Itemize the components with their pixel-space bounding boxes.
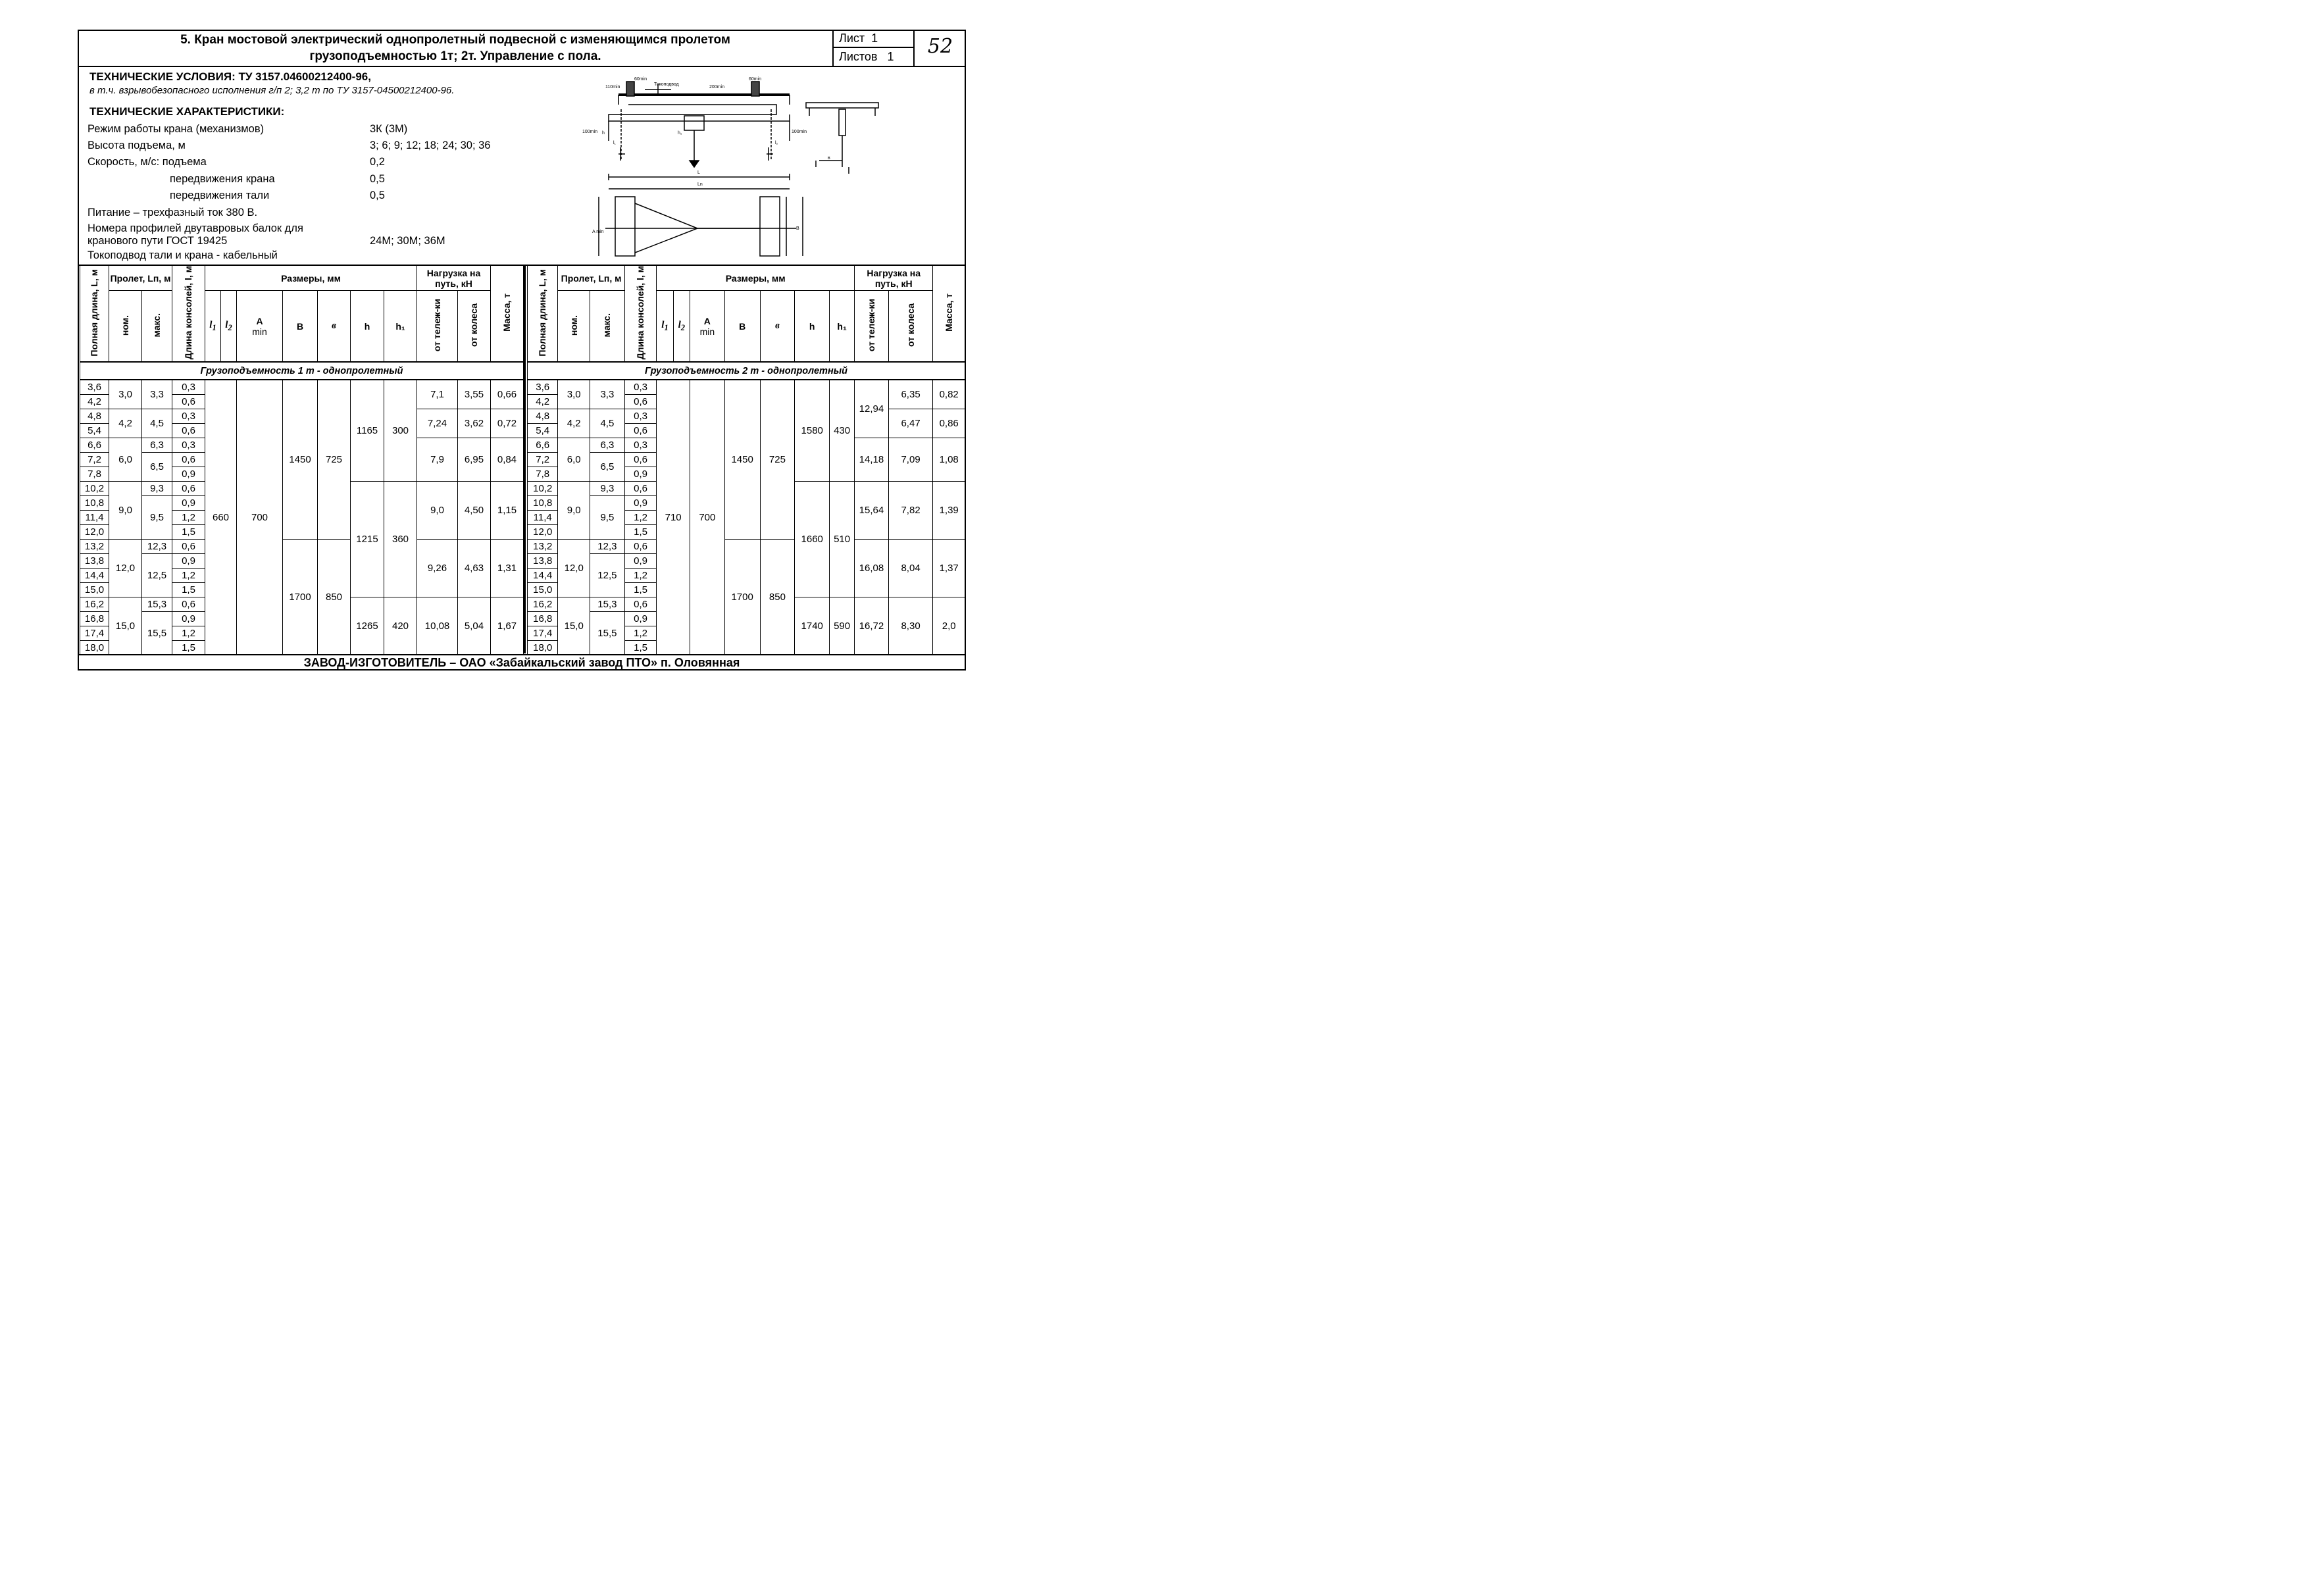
sheets-value: 1 <box>887 50 894 63</box>
cell-max: 12,3 <box>590 539 624 553</box>
cell-L: 15,0 <box>528 582 558 597</box>
cell-h1: 360 <box>384 481 417 597</box>
cell-console: 1,5 <box>172 582 205 597</box>
tech-specs-heading: ТЕХНИЧЕСКИЕ ХАРАКТЕРИСТИКИ: <box>89 105 285 118</box>
cell-h: 1580 <box>795 380 830 481</box>
cell-console: 0,6 <box>172 423 205 438</box>
cell-nom: 9,0 <box>109 481 142 539</box>
title-line-2: грузоподъемностью 1т; 2т. Управление с пола. <box>309 49 601 63</box>
cell-console: 0,9 <box>172 553 205 568</box>
cell-trolley: 10,08 <box>417 597 458 655</box>
cell-max: 6,5 <box>590 452 624 481</box>
cell-b: 1700 <box>283 539 318 655</box>
cell-L: 7,8 <box>80 467 109 481</box>
param-label: Режим работы крана (механизмов) <box>88 123 265 135</box>
cell-nom: 15,0 <box>558 597 590 655</box>
cell-L: 4,2 <box>80 394 109 409</box>
header-wheel: от колеса <box>458 291 491 363</box>
header-trolley: от тележ-ки <box>417 291 458 363</box>
cell-console: 0,6 <box>624 452 657 467</box>
param-label: передвижения тали <box>170 190 270 201</box>
cell-wheel: 6,95 <box>458 438 491 481</box>
param-label: Высота подъема, м <box>88 139 186 151</box>
cell-L: 16,8 <box>80 611 109 626</box>
cell-L: 13,8 <box>528 553 558 568</box>
cell-max: 15,3 <box>142 597 172 611</box>
cell-trolley: 14,18 <box>855 438 889 481</box>
cell-mass: 0,72 <box>491 409 524 438</box>
cell-trolley: 9,26 <box>417 539 458 597</box>
cell-L: 4,8 <box>528 409 558 423</box>
header-mass: Масса, т <box>491 266 524 363</box>
header-b: B <box>283 291 318 363</box>
table-capacity-1t <box>80 265 524 655</box>
cell-console: 0,9 <box>172 611 205 626</box>
header-a-min: A min <box>690 291 724 363</box>
cell-nom: 4,2 <box>109 409 142 438</box>
caption-2t: Грузоподъемность 2 т - однопролетный <box>528 362 965 380</box>
cell-console: 0,6 <box>172 481 205 495</box>
cell-wheel: 4,63 <box>458 539 491 597</box>
cell-nom: 4,2 <box>558 409 590 438</box>
cell-v: 725 <box>760 380 795 539</box>
cell-mass: 1,31 <box>491 539 524 597</box>
cell-nom: 12,0 <box>109 539 142 597</box>
cell-console: 1,2 <box>172 568 205 582</box>
cell-L: 17,4 <box>80 626 109 640</box>
cell-wheel: 6,47 <box>888 409 933 438</box>
cell-console: 1,2 <box>624 626 657 640</box>
header-span: Пролет, Lп, м <box>109 266 172 291</box>
cell-max: 9,5 <box>142 495 172 539</box>
cell-console: 0,3 <box>624 380 657 394</box>
cell-wheel: 6,35 <box>888 380 933 409</box>
cell-L: 10,8 <box>528 495 558 510</box>
cell-max: 15,5 <box>590 611 624 655</box>
cell-console: 0,6 <box>172 539 205 553</box>
cell-console: 1,5 <box>624 582 657 597</box>
param-label: Скорость, м/с: подъема <box>88 156 207 168</box>
cell-b: 1450 <box>724 380 760 539</box>
cell-console: 1,5 <box>624 524 657 539</box>
cell-L: 13,8 <box>80 553 109 568</box>
cell-console: 0,3 <box>624 409 657 423</box>
cell-mass: 0,82 <box>933 380 965 409</box>
drawing-label-110min: 110min <box>605 85 620 89</box>
cell-wheel: 7,09 <box>888 438 933 481</box>
param-value: 3; 6; 9; 12; 18; 24; 30; 36 <box>370 139 491 151</box>
cell-mass: 2,0 <box>933 597 965 655</box>
drawing-label-v: в <box>828 156 830 161</box>
header-b: B <box>724 291 760 363</box>
cell-console: 0,6 <box>624 423 657 438</box>
cell-v: 850 <box>760 539 795 655</box>
cell-L: 10,2 <box>528 481 558 495</box>
cell-L: 15,0 <box>80 582 109 597</box>
cell-L: 7,8 <box>528 467 558 481</box>
cell-max: 6,5 <box>142 452 172 481</box>
cell-h1: 430 <box>830 380 855 481</box>
drawing-label-100min-left: 100min <box>582 130 597 134</box>
cell-a: 700 <box>690 380 724 655</box>
cell-max: 4,5 <box>590 409 624 438</box>
param-value: 0,2 <box>370 156 385 168</box>
crane-drawing <box>579 68 888 263</box>
cell-L: 13,2 <box>80 539 109 553</box>
sheet-value: 1 <box>871 32 878 45</box>
cell-max: 9,3 <box>590 481 624 495</box>
cell-console: 0,6 <box>624 481 657 495</box>
cell-trolley: 9,0 <box>417 481 458 539</box>
header-trolley: от тележ-ки <box>855 291 889 363</box>
cell-L: 16,8 <box>528 611 558 626</box>
header-full-length: Полная длина, L, м <box>80 266 109 363</box>
cell-console: 0,6 <box>172 394 205 409</box>
header-v: в <box>318 291 351 363</box>
cell-mass: 1,37 <box>933 539 965 597</box>
cell-console: 0,9 <box>624 611 657 626</box>
cell-h1: 420 <box>384 597 417 655</box>
cell-trolley: 16,72 <box>855 597 889 655</box>
param-label: Питание – трехфазный ток 380 В. <box>88 207 258 218</box>
cell-max: 9,3 <box>142 481 172 495</box>
cell-nom: 6,0 <box>109 438 142 481</box>
cell-max: 3,3 <box>590 380 624 409</box>
cell-L: 7,2 <box>80 452 109 467</box>
cell-nom: 9,0 <box>558 481 590 539</box>
cell-L: 12,0 <box>80 524 109 539</box>
cell-console: 0,3 <box>624 438 657 452</box>
header-l2: $l_2$ <box>673 291 690 363</box>
cell-wheel: 7,82 <box>888 481 933 539</box>
tech-conditions-heading: ТЕХНИЧЕСКИЕ УСЛОВИЯ: ТУ 3157.04600212400-96, <box>89 70 371 83</box>
param-value: 3К (3М) <box>370 123 408 135</box>
header-sizes: Размеры, мм <box>657 266 855 291</box>
cell-h1: 300 <box>384 380 417 481</box>
cell-console: 1,2 <box>172 510 205 524</box>
cell-console: 0,3 <box>172 380 205 394</box>
caption-1t: Грузоподъемность 1 т - однопролетный <box>80 362 524 380</box>
drawing-label-60min-left: 60min <box>634 77 647 82</box>
cell-max: 12,3 <box>142 539 172 553</box>
header-max: макс. <box>142 291 172 363</box>
sheets-label: Листов <box>839 50 878 63</box>
cell-mass: 0,66 <box>491 380 524 409</box>
cell-console: 0,9 <box>624 553 657 568</box>
header-h: h <box>795 291 830 363</box>
header-h1: h₁ <box>384 291 417 363</box>
header-console: Длина консолей, l, м <box>624 266 657 363</box>
cell-h1: 590 <box>830 597 855 655</box>
cell-h: 1740 <box>795 597 830 655</box>
drawing-label-l1: l₁ <box>613 141 616 145</box>
cell-b: 1700 <box>724 539 760 655</box>
drawing-label-L: L <box>697 170 700 175</box>
cell-L: 3,6 <box>528 380 558 394</box>
cell-nom: 12,0 <box>558 539 590 597</box>
drawing-label-Ln: Ln <box>697 182 703 187</box>
header-nom: ном. <box>109 291 142 363</box>
cell-wheel: 5,04 <box>458 597 491 655</box>
cell-console: 0,6 <box>172 452 205 467</box>
cell-console: 1,2 <box>172 626 205 640</box>
cell-L: 18,0 <box>80 640 109 655</box>
cell-console: 0,9 <box>172 467 205 481</box>
drawing-label-B: B <box>796 226 799 231</box>
document-title <box>80 32 830 64</box>
param-label: передвижения крана <box>170 173 275 185</box>
cell-L: 11,4 <box>80 510 109 524</box>
cell-mass: 0,84 <box>491 438 524 481</box>
header-l2: $l_2$ <box>221 291 237 363</box>
cell-console: 0,9 <box>624 495 657 510</box>
cell-console: 1,5 <box>172 524 205 539</box>
cell-max: 6,3 <box>590 438 624 452</box>
header-sizes: Размеры, мм <box>205 266 417 291</box>
cell-h: 1265 <box>351 597 384 655</box>
cell-max: 12,5 <box>142 553 172 597</box>
cell-console: 1,5 <box>172 640 205 655</box>
cell-max: 4,5 <box>142 409 172 438</box>
sheet-label: Лист <box>839 32 865 45</box>
cell-mass: 1,39 <box>933 481 965 539</box>
param-label: кранового пути ГОСТ 19425 <box>88 235 228 247</box>
header-h1: h₁ <box>830 291 855 363</box>
header-console: Длина консолей, l, м <box>172 266 205 363</box>
cell-console: 0,3 <box>172 409 205 423</box>
cell-max: 3,3 <box>142 380 172 409</box>
drawing-label-200min: 200min <box>709 85 724 89</box>
cell-h: 1215 <box>351 481 384 597</box>
header-load: Нагрузка на путь, кН <box>417 266 491 291</box>
param-value: 24М; 30М; 36М <box>370 235 445 247</box>
cell-l1: 710 <box>657 380 690 655</box>
cell-L: 16,2 <box>80 597 109 611</box>
cell-L: 4,8 <box>80 409 109 423</box>
header-max: макс. <box>590 291 624 363</box>
cell-console: 1,2 <box>624 568 657 582</box>
cell-L: 16,2 <box>528 597 558 611</box>
cell-wheel: 3,55 <box>458 380 491 409</box>
cell-L: 10,2 <box>80 481 109 495</box>
header-nom: ном. <box>558 291 590 363</box>
cell-console: 0,9 <box>172 495 205 510</box>
header-wheel: от колеса <box>888 291 933 363</box>
cell-L: 3,6 <box>80 380 109 394</box>
cell-L: 6,6 <box>528 438 558 452</box>
drawing-label-Amin: A min <box>592 230 604 234</box>
cell-h: 1660 <box>795 481 830 597</box>
cell-console: 0,6 <box>624 539 657 553</box>
cell-console: 0,3 <box>172 438 205 452</box>
header-h: h <box>351 291 384 363</box>
cell-L: 14,4 <box>80 568 109 582</box>
cell-console: 1,5 <box>624 640 657 655</box>
drawing-label-100min-right: 100min <box>792 130 807 134</box>
cell-console: 0,6 <box>624 394 657 409</box>
cell-wheel: 3,62 <box>458 409 491 438</box>
tables-divider <box>524 265 526 653</box>
cell-nom: 3,0 <box>109 380 142 409</box>
tech-conditions-subtext: в т.ч. взрывобезопасного исполнения г/п 2; 3,2 т по ТУ 3157-04500212400-96. <box>89 85 455 96</box>
drawing-label-l2: l₂ <box>775 141 778 145</box>
cell-L: 14,4 <box>528 568 558 582</box>
cell-trolley: 7,9 <box>417 438 458 481</box>
param-value: 0,5 <box>370 173 385 185</box>
drawing-label-tokopodvod: Токоподвод <box>654 82 679 87</box>
cell-L: 12,0 <box>528 524 558 539</box>
cell-mass: 1,15 <box>491 481 524 539</box>
cell-h1: 510 <box>830 481 855 597</box>
cell-L: 17,4 <box>528 626 558 640</box>
drawing-label-60min-right: 60min <box>749 77 762 82</box>
cell-max: 6,3 <box>142 438 172 452</box>
cell-nom: 15,0 <box>109 597 142 655</box>
cell-nom: 3,0 <box>558 380 590 409</box>
cell-console: 0,9 <box>624 467 657 481</box>
header-span: Пролет, Lп, м <box>558 266 624 291</box>
cell-max: 15,3 <box>590 597 624 611</box>
title-line-1: 5. Кран мостовой электрический однопролетный подвесной с изменяющимся пролетом <box>180 33 730 47</box>
cell-max: 15,5 <box>142 611 172 655</box>
cell-console: 0,6 <box>624 597 657 611</box>
page-number: 52 <box>913 30 966 66</box>
footer-divider <box>78 654 966 655</box>
cell-L: 11,4 <box>528 510 558 524</box>
cell-mass: 1,08 <box>933 438 965 481</box>
cell-trolley: 7,1 <box>417 380 458 409</box>
header-v: в <box>760 291 795 363</box>
sheet-counter <box>832 30 913 66</box>
cell-L: 4,2 <box>528 394 558 409</box>
cell-console: 0,6 <box>172 597 205 611</box>
manufacturer-footer: ЗАВОД-ИЗГОТОВИТЕЛЬ – ОАО «Забайкальский завод ПТО» п. Оловянная <box>303 656 740 669</box>
cell-max: 9,5 <box>590 495 624 539</box>
cell-L: 13,2 <box>528 539 558 553</box>
cell-l1: 660 <box>205 380 237 655</box>
cell-L: 5,4 <box>528 423 558 438</box>
cell-console: 1,2 <box>624 510 657 524</box>
cell-mass: 0,86 <box>933 409 965 438</box>
cell-a: 700 <box>237 380 283 655</box>
param-label: Токоподвод тали и крана - кабельный <box>88 249 278 261</box>
cell-L: 18,0 <box>528 640 558 655</box>
header-a-min: A min <box>237 291 283 363</box>
cell-wheel: 8,04 <box>888 539 933 597</box>
cell-trolley: 7,24 <box>417 409 458 438</box>
cell-mass: 1,67 <box>491 597 524 655</box>
param-value: 0,5 <box>370 190 385 201</box>
cell-v: 850 <box>318 539 351 655</box>
cell-trolley: 16,08 <box>855 539 889 597</box>
cell-nom: 6,0 <box>558 438 590 481</box>
cell-v: 725 <box>318 380 351 539</box>
cell-L: 5,4 <box>80 423 109 438</box>
cell-h: 1165 <box>351 380 384 481</box>
cell-L: 7,2 <box>528 452 558 467</box>
cell-wheel: 4,50 <box>458 481 491 539</box>
header-load: Нагрузка на путь, кН <box>855 266 933 291</box>
cell-max: 12,5 <box>590 553 624 597</box>
param-label: Номера профилей двутавровых балок для <box>88 222 303 234</box>
header-l1: $l_1$ <box>657 291 673 363</box>
title-divider <box>78 66 966 67</box>
cell-b: 1450 <box>283 380 318 539</box>
drawing-label-h1: h₁ <box>678 131 682 136</box>
cell-L: 6,6 <box>80 438 109 452</box>
cell-L: 10,8 <box>80 495 109 510</box>
table-capacity-2t <box>527 265 965 655</box>
header-full-length: Полная длина, L, м <box>528 266 558 363</box>
header-l1: $l_1$ <box>205 291 221 363</box>
cell-trolley: 12,94 <box>855 380 889 438</box>
drawing-label-h: h <box>602 131 605 136</box>
cell-wheel: 8,30 <box>888 597 933 655</box>
header-mass: Масса, т <box>933 266 965 363</box>
cell-trolley: 15,64 <box>855 481 889 539</box>
